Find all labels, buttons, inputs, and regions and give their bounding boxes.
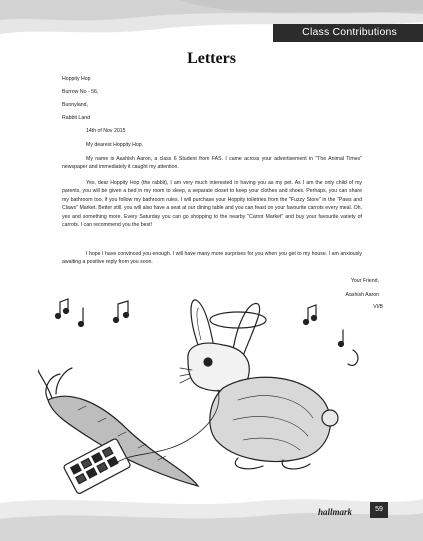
paragraph: My name is Aashish Aaron, a class 6 Student from FAS. I came across your advertisement in "The Animal Times" newspaper and immediately it caught my attention. — [62, 156, 362, 171]
signature-class: VI/B — [373, 304, 383, 310]
salutation: My dearest Hoppity Hop, — [86, 142, 144, 148]
address-line: Hoppity Hop — [62, 76, 91, 82]
address-line: Rabbit Land — [62, 115, 90, 121]
paragraph: Yes, dear Hoppity Hop (the rabbit), I am very much interested in having you as my pet. As I am the only child of my parents, you will be given a bed in my room to sleep, a separate closet to keep your clothes and shoes. Perhaps, you can share my bathroom too, if you follow my bathroom rules. I will purchase your Hoppity toiletries from the "Fuzzy Store" in the "Paws and Claws" Market. Better still, you will also have a seat at our dining table and you can feast on your favourite carrots every meal. Oh, yes and something more. Every Saturday you can go shopping to the nearby "Carrot Market" and buy your favourite variety of carrots. I can recommend you the best! — [62, 180, 362, 229]
paragraph: I hope I have convinced you enough. I will have many more surprises for you when you get to my house. I am anxiously awaiting a positive reply from you soon. — [62, 251, 362, 266]
rabbit-drawing-icon — [38, 290, 383, 500]
letter-date: 14th of Nov 2015 — [86, 128, 126, 134]
signature-name: Aashish Aaron — [345, 292, 379, 298]
address-line: Burrow No - 56, — [62, 89, 99, 95]
publisher-logo: hallmark — [318, 507, 353, 517]
address-line: Bunnyland, — [62, 102, 88, 108]
footer-decoration — [0, 493, 423, 541]
section-title: Class Contributions — [302, 26, 397, 38]
section-header — [273, 24, 423, 42]
page-title: Letters — [187, 50, 236, 67]
page-number: 59 — [370, 502, 388, 518]
closing: Your Friend, — [350, 278, 379, 284]
